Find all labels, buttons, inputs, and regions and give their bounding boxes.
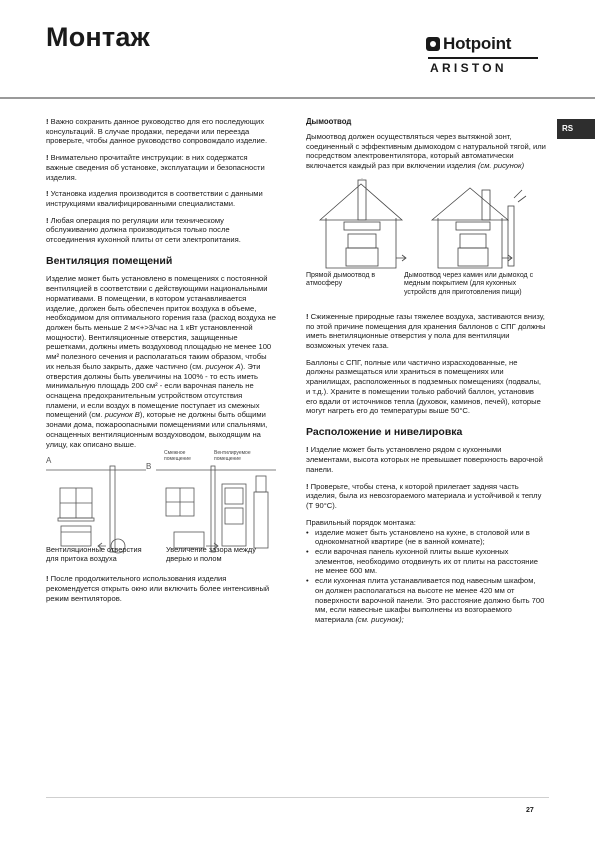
- flue-figure-2-caption: Дымоотвод через камин или дымоход с медным покрытием (для кухонных устройств для приготовления пищи): [404, 271, 534, 296]
- list-item: • если кухонная плита устанавливается под навесным шкафом, он должен располагаться на высоте не менее 420 мм от поверхности варочной панели. Это расстояние должно быть 700 мм, если навесные шкафы выполнены из возгораемого материала (см. рисунок);: [306, 576, 546, 625]
- paragraph: ! Любая операция по регуляции или техническому обслуживанию должна производиться только после отсоединения кухонной плиты от сети электропитания.: [46, 215, 241, 245]
- flue-illustration: [306, 178, 546, 274]
- paragraph: ! После продолжительного использования изделия рекомендуется открыть окно или включить более интенсивный режим вентиляторов.: [46, 574, 270, 603]
- logo-divider: [428, 57, 538, 59]
- warning-icon: !: [306, 445, 311, 455]
- ventilation-figures: [46, 450, 276, 568]
- flue-figures: [306, 178, 546, 306]
- paragraph: ! Внимательно прочитайте инструкции: в них содержатся важные сведения об установке, эксплуатации и безопасности изделия.: [46, 153, 265, 182]
- brand-logo: [426, 34, 538, 75]
- ventilation-illustration: [46, 464, 276, 554]
- paragraph: Дымоотвод должен осуществляться через вытяжной зонт, соединенный с эффективным дымоходом с натуральной тягой, или посредством электровентилятора, который автоматически включается каждый раз при включении изделия (см. рисунок): [306, 131, 546, 171]
- list-item: • если варочная панель кухонной плиты выше кухонных элементов, необходимо отодвинуть их от плиты на расстояние не менее 600 мм.: [306, 547, 546, 576]
- figure-b-label: B: [146, 462, 152, 472]
- paragraph: ! Проверьте, чтобы стена, к которой прилегает задняя часть изделия, была из невозгораемого материала и устойчивой к теплу (Т 90°С).: [306, 481, 542, 511]
- paragraph: ! Установка изделия производится в соответствии с данными инструкциями квалифицированными специалистами.: [46, 189, 263, 209]
- warning-icon: !: [46, 189, 51, 199]
- footer-divider: [46, 797, 549, 798]
- paragraph: ! Сжиженные природные газы тяжелее воздуха, застиваются внизу, по этой причине помещения для хранения баллонов с СПГ должны иметь внетиляционные отверстия у пола для вентиляции возможных утечек газа.: [306, 311, 546, 350]
- right-column: [306, 117, 546, 625]
- warning-icon: !: [46, 574, 51, 584]
- section-title-flue: Дымоотвод: [306, 117, 352, 126]
- logo-sub: ARISTON: [430, 61, 507, 75]
- logo-brand: Hotpoint: [443, 34, 512, 53]
- language-tab: RS: [557, 119, 595, 139]
- figure-b-caption: Увеличение зазора между дверью и полом: [166, 545, 256, 563]
- install-steps-list: [306, 528, 546, 625]
- warning-icon: !: [306, 481, 311, 491]
- flue-figure-1-caption: Прямой дымоотвод в атмосферу: [306, 271, 376, 288]
- figure-a-label: A: [46, 456, 52, 466]
- header-divider: [0, 97, 595, 99]
- hotpoint-logo-icon: [426, 37, 440, 51]
- warning-icon: !: [46, 117, 51, 126]
- paragraph: ! Важно сохранить данное руководство для его последующих консультаций. В случае продажи, передачи или переезда проверьте, чтобы данное руководство сопровождало изделие.: [46, 117, 268, 146]
- list-item: • изделие может быть установлено на кухне, в столовой или в однокомнатной квартире (не в ванной комнате);: [306, 528, 546, 547]
- figure-b-ventilated-room: Вентилируемое помещение: [214, 450, 251, 463]
- warning-icon: !: [46, 153, 51, 163]
- warning-icon: !: [46, 215, 51, 225]
- figure-b-adjacent-room: Смежное помещение: [164, 450, 191, 463]
- figure-a-caption: Вентиляционные отверстия для притока воздуха: [46, 545, 142, 563]
- page-title: Монтаж: [46, 22, 150, 52]
- page-number: 27: [526, 807, 534, 814]
- left-column: [46, 117, 276, 610]
- section-title-ventilation: Вентиляция помещений: [46, 254, 173, 267]
- paragraph: Изделие может быть установлено в помещениях с постоянной вентиляцией в соответствии с действующими национальными нормативами. В помещении, в котором устанавливается изделие, должен быть обеспечен приток воздуха в объеме, необходимом для оптимального горения газа (расход воздуха не должен быть меньше 2 м<+>3/час на 1 кВт установленной мощности). Вентиляционные отверстия, защищенные решетками, должны иметь воздуховод площадью не менее 100 мм² полезного сечения и располагаться таким образом, чтобы их нельзя было закрыть, даже частично (см. рисунок А). Эти отверстия должны быть увеличины на 100% - то есть иметь минимальную площадь 200 см² - если варочная панель не оснащена предохранительным устройством отсутствия пламени, и если воздух в помещение поступает из смежных помещений (см. рисунок В), которые не должны быть общими зонами дома, пожароопасными помещениями или спальнями, оснащенных вентиляционным воздуховодом, выходящим на улицу, как описано выше.: [46, 274, 276, 449]
- paragraph: ! Изделие может быть установлено рядом с кухонными элементами, высота которых не превышает поверхность варочной панели.: [306, 445, 543, 474]
- warning-icon: !: [306, 311, 311, 321]
- section-title-positioning: Расположение и нивелировка: [306, 426, 463, 439]
- paragraph: Баллоны с СПГ, полные или частично израсходованные, не должны размещаться или храниться в помещениях или хранилищах, расположенных в подземных помещениях (подвалы, и т.д.). Храните в помещении только рабочий баллон, установив его вдали от источников тепла (духовок, каминов, печей), которые могут нагреть его до температуры выше 50°С.: [306, 357, 542, 416]
- paragraph: Правильный порядок монтажа:: [306, 517, 416, 527]
